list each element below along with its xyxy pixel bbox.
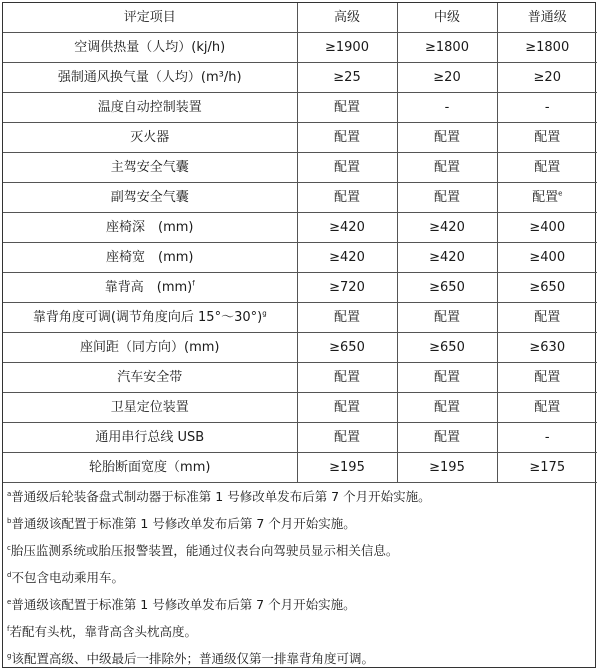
normal-level-cell-value: - <box>544 430 550 445</box>
item-label: 汽车安全带 <box>117 370 183 385</box>
mid-level-cell-value: ≥650 <box>429 280 465 295</box>
normal-level-cell <box>497 123 597 153</box>
high-level-cell-value: 配置 <box>333 130 360 145</box>
item-cell <box>3 33 297 63</box>
normal-level-cell <box>497 63 597 93</box>
footnote-mark: d <box>7 570 12 579</box>
footnote <box>7 483 595 510</box>
header-row <box>3 3 597 33</box>
normal-level-cell <box>497 453 597 483</box>
high-level-cell <box>297 93 397 123</box>
item-label: 轮胎断面宽度（mm) <box>89 460 211 475</box>
high-level-cell-value: ≥1900 <box>325 40 369 55</box>
normal-level-cell-value: ≥175 <box>529 460 566 475</box>
header-cell-item: 评定项目 <box>3 3 297 33</box>
mid-level-cell <box>397 213 497 243</box>
footnote <box>7 645 595 672</box>
item-label: 温度自动控制装置 <box>97 100 202 115</box>
normal-level-cell-value: ≥400 <box>529 250 566 265</box>
table-row <box>3 423 597 453</box>
item-label: 座椅深 (mm) <box>106 220 194 235</box>
normal-level-cell <box>497 243 597 273</box>
normal-level-cell-value: - <box>544 100 550 115</box>
normal-level-cell-value: ≥1800 <box>525 40 570 55</box>
high-level-cell-value: 配置 <box>333 190 360 205</box>
item-label: 靠背角度可调(调节角度向后 15°～30°) <box>32 310 263 325</box>
high-level-cell <box>297 273 397 303</box>
mid-level-cell <box>397 33 497 63</box>
footnote <box>7 537 595 564</box>
rating-table-document <box>2 2 596 668</box>
table-row <box>3 393 597 423</box>
item-cell <box>3 123 297 153</box>
header-cell-mid: 中级 <box>397 3 497 33</box>
high-level-cell-value: 配置 <box>333 400 360 415</box>
high-level-cell-value: ≥420 <box>329 250 365 265</box>
table-row <box>3 243 597 273</box>
normal-level-cell-value: ≥650 <box>529 280 566 295</box>
normal-level-cell <box>497 393 597 423</box>
item-cell <box>3 333 297 363</box>
item-label: 主驾安全气囊 <box>110 160 189 175</box>
high-level-cell-value: ≥650 <box>329 340 365 355</box>
footnote <box>7 618 595 645</box>
item-label: 座间距（同方向）(mm) <box>80 340 220 355</box>
item-cell <box>3 93 297 123</box>
footnote <box>7 564 595 591</box>
item-cell <box>3 213 297 243</box>
item-label: 强制通风换气量（人均）(m³/h) <box>57 70 242 85</box>
footnote-mark: g <box>7 651 12 660</box>
normal-level-cell-value: ≥630 <box>529 340 566 355</box>
footnote-mark: g <box>262 309 267 318</box>
high-level-cell <box>297 363 397 393</box>
mid-level-cell-value: ≥1800 <box>425 40 469 55</box>
high-level-cell <box>297 33 397 63</box>
table-row <box>3 453 597 483</box>
item-cell <box>3 363 297 393</box>
footnote-mark: c <box>7 543 11 552</box>
normal-level-cell <box>497 273 597 303</box>
normal-level-cell-value: 配置 <box>534 130 561 145</box>
item-cell <box>3 183 297 213</box>
high-level-cell-value: 配置 <box>333 370 360 385</box>
high-level-cell <box>297 153 397 183</box>
normal-level-cell <box>497 333 597 363</box>
table-row <box>3 333 597 363</box>
mid-level-cell-value: 配置 <box>433 310 460 325</box>
item-cell <box>3 153 297 183</box>
item-label: 灭火器 <box>130 130 170 145</box>
footnote-text: 该配置高级、中级最后一排除外；普通级仅第一排靠背角度可调。 <box>11 651 374 666</box>
normal-level-cell-value: 配置 <box>534 370 561 385</box>
high-level-cell-value: 配置 <box>333 160 360 175</box>
footnote-mark: b <box>7 516 12 525</box>
mid-level-cell-value: 配置 <box>433 370 460 385</box>
normal-level-cell <box>497 93 597 123</box>
mid-level-cell <box>397 183 497 213</box>
table-row <box>3 153 597 183</box>
high-level-cell <box>297 213 397 243</box>
mid-level-cell-value: 配置 <box>433 190 460 205</box>
mid-level-cell <box>397 93 497 123</box>
normal-level-cell <box>497 183 597 213</box>
table-row <box>3 303 597 333</box>
high-level-cell-value: ≥720 <box>329 280 365 295</box>
high-level-cell-value: 配置 <box>333 100 360 115</box>
mid-level-cell-value: 配置 <box>433 130 460 145</box>
high-level-cell <box>297 393 397 423</box>
normal-level-cell-value: 配置 <box>532 190 559 205</box>
normal-level-cell-value: 配置 <box>534 400 561 415</box>
high-level-cell-value: ≥420 <box>329 220 365 235</box>
normal-level-cell <box>497 33 597 63</box>
table-row <box>3 123 597 153</box>
mid-level-cell <box>397 273 497 303</box>
header-cell-high: 高级 <box>297 3 397 33</box>
footnote <box>7 591 595 618</box>
high-level-cell-value: 配置 <box>333 310 360 325</box>
mid-level-cell <box>397 63 497 93</box>
item-cell <box>3 273 297 303</box>
footnote-mark: f <box>192 279 195 288</box>
item-cell <box>3 303 297 333</box>
normal-level-cell <box>497 153 597 183</box>
high-level-cell-value: 配置 <box>333 430 360 445</box>
footnote-mark: f <box>7 624 10 633</box>
table-row <box>3 183 597 213</box>
mid-level-cell-value: ≥195 <box>429 460 465 475</box>
normal-level-cell <box>497 303 597 333</box>
item-label: 空调供热量（人均）(kj/h) <box>74 40 226 55</box>
mid-level-cell <box>397 123 497 153</box>
mid-level-cell <box>397 393 497 423</box>
normal-level-cell-value: ≥20 <box>533 70 561 85</box>
high-level-cell <box>297 63 397 93</box>
footnote-text: 普通级该配置于标准第 1 号修改单发布后第 7 个月开始实施。 <box>11 597 356 612</box>
normal-level-cell-value: 配置 <box>534 160 561 175</box>
normal-level-cell-value: 配置 <box>534 310 561 325</box>
table-row <box>3 213 597 243</box>
mid-level-cell-value: 配置 <box>433 430 460 445</box>
mid-level-cell-value: ≥420 <box>429 220 465 235</box>
footnotes <box>3 483 595 672</box>
item-label: 卫星定位装置 <box>110 400 189 415</box>
item-cell <box>3 393 297 423</box>
mid-level-cell <box>397 363 497 393</box>
high-level-cell <box>297 453 397 483</box>
normal-level-cell-value: ≥400 <box>529 220 566 235</box>
footnote-text: 普通级该配置于标准第 1 号修改单发布后第 7 个月开始实施。 <box>11 516 356 531</box>
high-level-cell <box>297 333 397 363</box>
item-cell <box>3 453 297 483</box>
footnote <box>7 510 595 537</box>
mid-level-cell-value: ≥650 <box>429 340 465 355</box>
footnote-mark: e <box>7 597 12 606</box>
mid-level-cell <box>397 153 497 183</box>
table-row <box>3 363 597 393</box>
mid-level-cell-value: 配置 <box>433 160 460 175</box>
high-level-cell <box>297 243 397 273</box>
high-level-cell <box>297 303 397 333</box>
mid-level-cell <box>397 303 497 333</box>
item-label: 通用串行总线 USB <box>95 430 205 445</box>
normal-level-cell <box>497 213 597 243</box>
high-level-cell <box>297 423 397 453</box>
table-row <box>3 63 597 93</box>
high-level-cell-value: ≥195 <box>329 460 365 475</box>
mid-level-cell-value: ≥20 <box>433 70 461 85</box>
item-label: 副驾安全气囊 <box>110 190 189 205</box>
item-cell <box>3 63 297 93</box>
header-cell-normal: 普通级 <box>497 3 597 33</box>
normal-level-cell <box>497 423 597 453</box>
footnote-text: 若配有头枕，靠背高含头枕高度。 <box>9 624 197 639</box>
table-row <box>3 33 597 63</box>
footnote-text: 不包含电动乘用车。 <box>11 570 124 585</box>
high-level-cell <box>297 123 397 153</box>
footnote-mark: a <box>7 489 12 498</box>
footnote-mark: e <box>558 189 563 198</box>
mid-level-cell <box>397 243 497 273</box>
rating-table <box>3 3 597 483</box>
mid-level-cell <box>397 423 497 453</box>
item-label: 靠背高 (mm) <box>104 280 193 295</box>
mid-level-cell <box>397 333 497 363</box>
footnote-text: 普通级后轮装备盘式制动器于标准第 1 号修改单发布后第 7 个月开始实施。 <box>11 489 431 504</box>
mid-level-cell <box>397 453 497 483</box>
table-row <box>3 273 597 303</box>
high-level-cell-value: ≥25 <box>333 70 361 85</box>
high-level-cell <box>297 183 397 213</box>
item-label: 座椅宽 (mm) <box>106 250 194 265</box>
mid-level-cell-value: ≥420 <box>429 250 465 265</box>
item-cell <box>3 243 297 273</box>
item-cell <box>3 423 297 453</box>
normal-level-cell <box>497 363 597 393</box>
table-row <box>3 93 597 123</box>
footnote-text: 胎压监测系统或胎压报警装置，能通过仪表台向驾驶员显示相关信息。 <box>10 543 399 558</box>
mid-level-cell-value: 配置 <box>433 400 460 415</box>
mid-level-cell-value: - <box>444 100 450 115</box>
